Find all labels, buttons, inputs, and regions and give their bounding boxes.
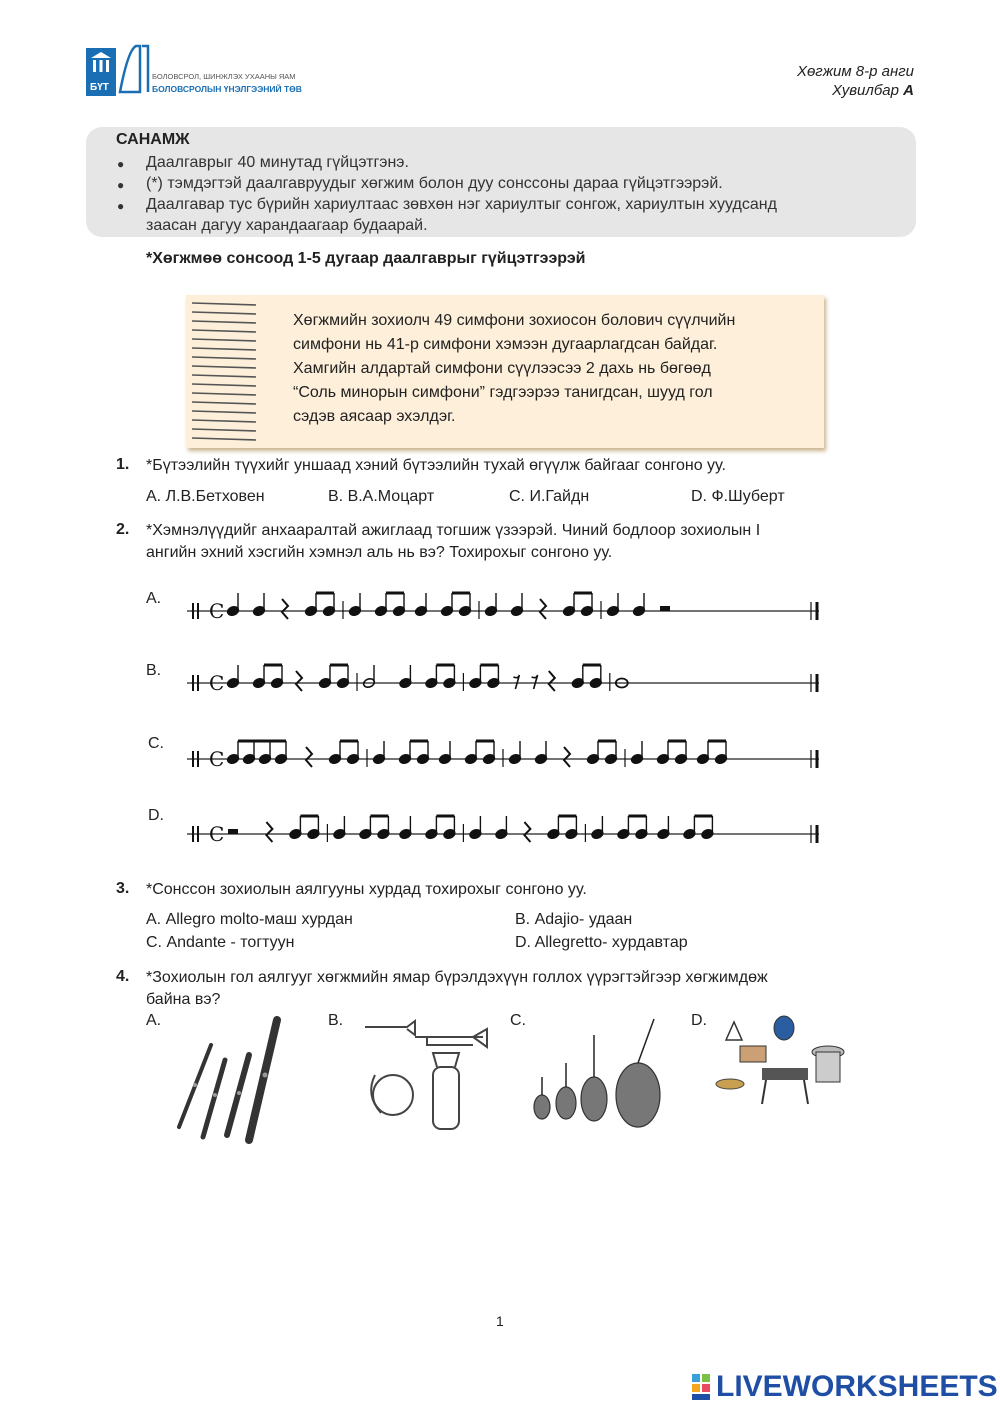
notebook-coil-icon [186, 297, 266, 447]
q4-option-b-label[interactable]: В. [328, 1012, 344, 1029]
q1-option-b[interactable]: В. В.А.Моцарт [328, 488, 435, 505]
liveworksheets-logo-icon [692, 1374, 712, 1400]
rhythm-c-staff[interactable] [185, 733, 825, 783]
rhythm-a-staff[interactable] [185, 585, 825, 635]
woodwind-instruments-icon[interactable] [165, 1015, 285, 1145]
info-line: “Соль минорын симфони” гэдгээрээ танигдсан, шууд гол [293, 384, 713, 401]
string-instruments-icon[interactable] [530, 1015, 665, 1130]
question-2-text-line1: *Хэмнэлүүдийг анхааралтай ажиглаад тогшиж үзээрэй. Чиний бодлоор зохиолын I [146, 522, 761, 539]
rhythm-c-label[interactable]: C. [148, 735, 164, 752]
q3-option-c[interactable]: С. Andante - тогтуун [146, 934, 295, 951]
subject-header [797, 62, 914, 100]
q1-option-d[interactable]: D. Ф.Шуберт [691, 488, 785, 505]
q4-option-a-label[interactable]: А. [146, 1012, 162, 1029]
question-1-text: *Бүтээлийн түүхийг уншаад хэний бүтээлийн тухай өгүүлж байгааг сонгоно уу. [146, 457, 726, 474]
variant-label: Хувилбар [832, 82, 899, 99]
brass-instruments-icon[interactable] [355, 1015, 490, 1135]
subject-title: Хөгжим 8-р анги [796, 63, 914, 80]
info-line: сэдэв аясаар эхэлдэг. [293, 408, 456, 425]
notice-bullet-3: Даалгавар тус бүрийн хариултаас зөвхөн нэг хариултыг сонгож, хариултын хуудсанд [146, 196, 777, 213]
bullet-dot: ● [117, 199, 125, 213]
rhythm-d-staff[interactable] [185, 808, 825, 858]
rhythm-b-staff[interactable] [185, 657, 825, 707]
rhythm-a-label[interactable]: A. [146, 590, 162, 607]
question-3-number: 3. [116, 880, 130, 897]
q4-option-c-label[interactable]: С. [510, 1012, 526, 1029]
question-2-text-line2: ангийн эхний хэсгийн хэмнэл аль нь вэ? Тохирохыг сонгоно уу. [146, 544, 613, 561]
variant-letter: А [903, 82, 914, 99]
question-4-text-line2: байна вэ? [146, 991, 221, 1008]
bullet-dot: ● [117, 157, 125, 171]
info-line: Хамгийн алдартай симфони сүүлээсээ 2 дахь нь бөгөөд [293, 360, 711, 377]
question-4-text-line1: *Зохиолын гол аялгууг хөгжмийн ямар бүрэлдэхүүн голлох үүрэгтэйгээр хөгжимдөж [146, 969, 768, 986]
svg-text:БҮТ: БҮТ [90, 82, 109, 93]
percussion-instruments-icon[interactable] [712, 1012, 852, 1112]
composer-info-text [293, 309, 793, 429]
question-1-number: 1. [116, 456, 130, 473]
q1-option-c[interactable]: С. И.Гайдн [509, 488, 590, 505]
info-line: Хөгжмийн зохиолч 49 симфони зохиосон болович сүүлчийн [293, 312, 736, 329]
svg-text:C: C [209, 747, 225, 771]
svg-text:C: C [209, 822, 225, 846]
notice-bullet-2: (*) тэмдэгтэй даалгавруудыг хөгжим болон дуу сонссоны дараа гүйцэтгээрэй. [146, 175, 723, 192]
notice-bullet-3-cont: заасан дагуу харандаагаар будаарай. [146, 217, 428, 234]
notice-bullet-1: Даалгаврыг 40 минутад гүйцэтгэнэ. [146, 154, 409, 171]
listening-instruction: *Хөгжмөө сонсоод 1-5 дугаар даалгаврыг гүйцэтгээрэй [146, 250, 586, 267]
variant-line [797, 81, 914, 100]
rhythm-d-label[interactable]: D. [148, 807, 164, 824]
bullet-dot: ● [117, 178, 125, 192]
info-line: симфони нь 41-р симфони хэмээн дугаарлагдсан байдаг. [293, 336, 718, 353]
q4-option-d-label[interactable]: D. [691, 1012, 707, 1029]
q3-option-a[interactable]: А. Allegro molto-маш хурдан [146, 911, 353, 928]
q3-option-b[interactable]: В. Adajio- удаан [515, 911, 633, 928]
page-number: 1 [496, 1313, 504, 1329]
question-4-number: 4. [116, 968, 130, 985]
liveworksheets-watermark: LIVEWORKSHEETS [716, 1370, 998, 1403]
notice-title: САНАМЖ [116, 131, 190, 148]
question-3-text: *Сонссон зохиолын аялгууны хурдад тохирохыг сонгоно уу. [146, 881, 587, 898]
logo-center-text: БОЛОВСРОЛЫН ҮНЭЛГЭЭНИЙ ТӨВ [152, 84, 302, 94]
svg-text:C: C [209, 599, 225, 623]
logo-ministry-text: БОЛОВСРОЛ, ШИНЖЛЭХ УХААНЫ ЯАМ [152, 72, 296, 81]
question-2-number: 2. [116, 521, 130, 538]
q1-option-a[interactable]: А. Л.В.Бетховен [146, 488, 265, 505]
q3-option-d[interactable]: D. Allegretto- хурдавтар [515, 934, 688, 951]
rhythm-b-label[interactable]: B. [146, 662, 162, 679]
svg-text:C: C [209, 671, 225, 695]
